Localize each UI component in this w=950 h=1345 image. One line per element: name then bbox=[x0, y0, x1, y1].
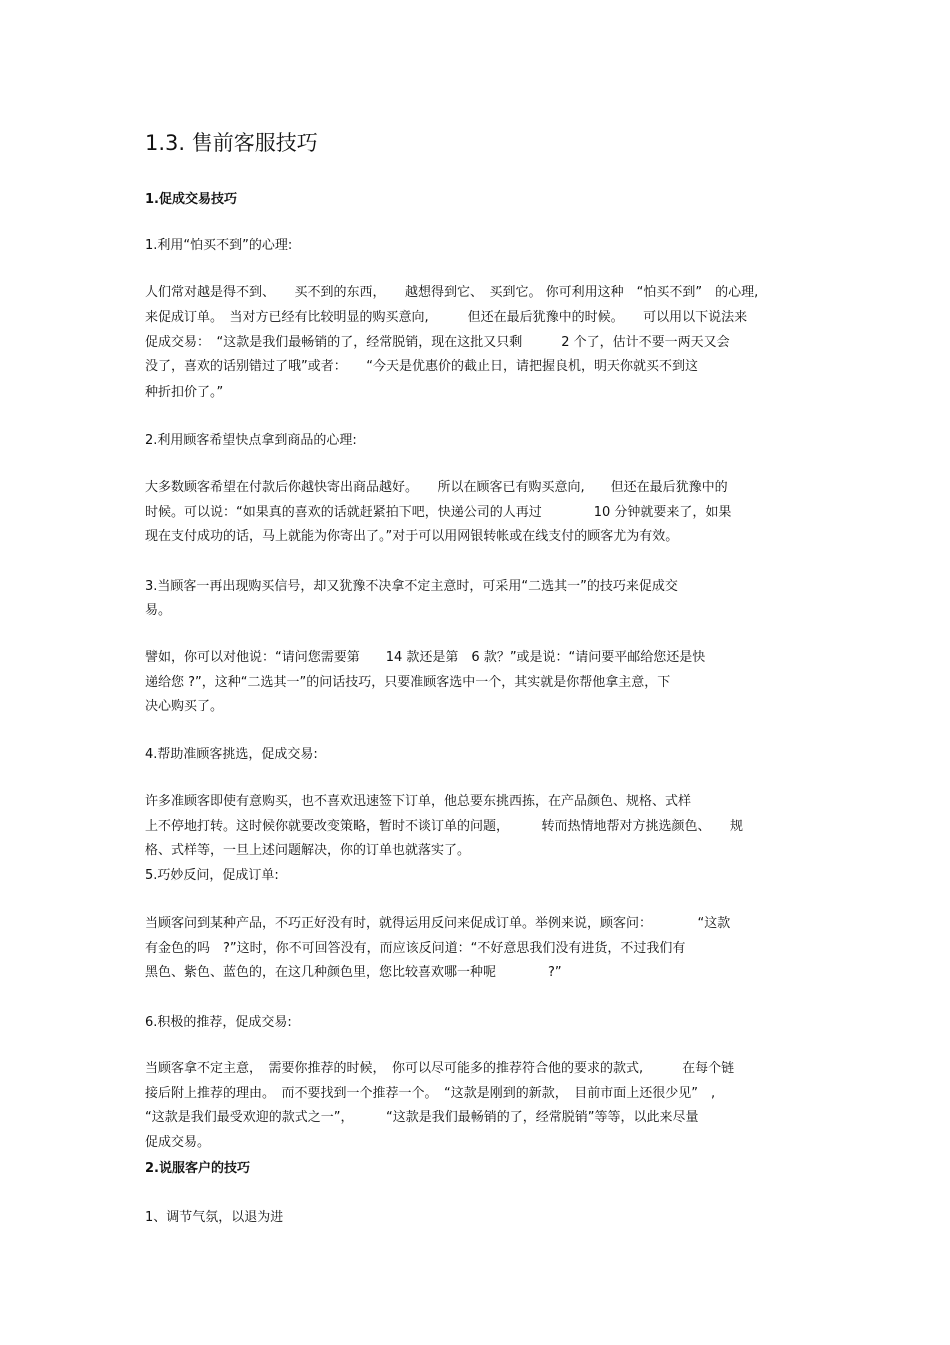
point-heading: 4.帮助准顾客挑选，促成交易: bbox=[145, 747, 318, 762]
paragraph-line: 种折扣价了。” bbox=[145, 385, 224, 400]
paragraph-line: 接后附上推荐的理由。 而不要找到一个推荐一个。 “这款是刚到的新款， 目前市面上还很少见” , bbox=[145, 1086, 716, 1101]
paragraph-line: 递给您 ?”，这种“二选其一”的问话技巧，只要准顾客选中一个，其实就是你帮他拿主意，下 bbox=[145, 675, 671, 690]
paragraph-line: 促成交易： “这款是我们最畅销的了，经常脱销，现在这批又只剩 2 个了，估计不要一两天又会 bbox=[145, 335, 730, 350]
section-title: 1.3. 售前客服技巧 bbox=[145, 131, 318, 155]
subsection-heading: 2.说服客户的技巧 bbox=[145, 1161, 250, 1176]
paragraph-line: 现在支付成功的话，马上就能为你寄出了。”对于可以用网银转帐或在线支付的顾客尤为有效。 bbox=[145, 529, 679, 544]
point-heading: 3.当顾客一再出现购买信号，却又犹豫不决拿不定主意时，可采用“二选其一”的技巧来促成交 bbox=[145, 579, 678, 594]
point-heading: 5.巧妙反问，促成订单: bbox=[145, 868, 279, 883]
paragraph-line: 来促成订单。 当对方已经有比较明显的购买意向, 但还在最后犹豫中的时候。 可以用以下说法来 bbox=[145, 310, 748, 325]
paragraph-line: 上不停地打转。这时候你就要改变策略，暂时不谈订单的问题， 转而热情地帮对方挑选颜色、 规 bbox=[145, 819, 744, 834]
point-heading: 2.利用顾客希望快点拿到商品的心理: bbox=[145, 433, 357, 448]
point-heading: 6.积极的推荐，促成交易: bbox=[145, 1015, 292, 1030]
subsection-heading: 1.促成交易技巧 bbox=[145, 192, 237, 207]
point-heading: 1.利用“怕买不到”的心理: bbox=[145, 238, 293, 253]
paragraph-line: 大多数顾客希望在付款后你越快寄出商品越好。 所以在顾客已有购买意向, 但还在最后犹豫中的 bbox=[145, 480, 728, 495]
paragraph-line: 人们常对越是得不到、 买不到的东西， 越想得到它、 买到它。 你可利用这种 “怕买不到” 的心理, bbox=[145, 285, 759, 300]
paragraph-line: 当顾客问到某种产品，不巧正好没有时，就得运用反问来促成订单。举例来说，顾客问： “这款 bbox=[145, 916, 731, 931]
paragraph-line: 当顾客拿不定主意， 需要你推荐的时候， 你可以尽可能多的推荐符合他的要求的款式, 在每个链 bbox=[145, 1061, 735, 1076]
paragraph-line: “这款是我们最受欢迎的款式之一”， “这款是我们最畅销的了，经常脱销”等等，以此来尽量 bbox=[145, 1110, 699, 1125]
paragraph-line: 时候。可以说：“如果真的喜欢的话就赶紧拍下吧，快递公司的人再过 10 分钟就要来了，如果 bbox=[145, 505, 732, 520]
point-heading: 易。 bbox=[145, 603, 172, 618]
paragraph-line: 有金色的吗 ?”这时，你不可回答没有，而应该反问道：“不好意思我们没有进货，不过我们有 bbox=[145, 941, 686, 956]
paragraph-line: 促成交易。 bbox=[145, 1135, 211, 1150]
paragraph-line: 决心购买了。 bbox=[145, 699, 224, 714]
paragraph-line: 许多准顾客即使有意购买，也不喜欢迅速签下订单，他总要东挑西拣，在产品颜色、规格、式样 bbox=[145, 794, 692, 809]
paragraph-line: 格、式样等，一旦上述问题解决，你的订单也就落实了。 bbox=[145, 843, 471, 858]
point-heading: 1、调节气氛，以退为进 bbox=[145, 1210, 284, 1225]
paragraph-line: 黑色、紫色、蓝色的，在这几种颜色里，您比较喜欢哪一种呢 ?” bbox=[145, 965, 562, 980]
paragraph-line: 譬如，你可以对他说：“请问您需要第 14 款还是第 6 款？”或是说：“请问要平邮给您还是快 bbox=[145, 650, 706, 665]
paragraph-line: 没了，喜欢的话别错过了哦”或者： “今天是优惠价的截止日，请把握良机，明天你就买不到这 bbox=[145, 359, 698, 374]
